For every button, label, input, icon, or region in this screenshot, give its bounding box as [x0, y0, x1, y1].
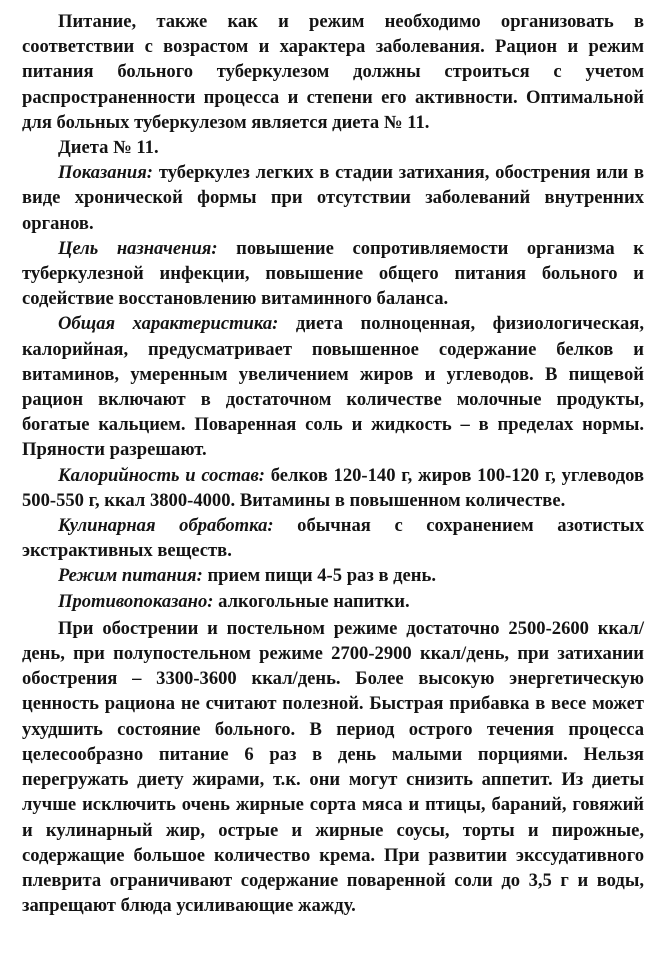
section-text: прием пищи 4-5 раз в день.: [202, 565, 436, 587]
section-general: [22, 311, 644, 462]
section-label: Кулинарная обработка:: [58, 515, 274, 537]
section-label: Общая характеристика:: [58, 313, 279, 335]
section-text: белков 120-140 г, жиров 100-120 г, углеводов 500-550 г, ккал 3800-4000. Витамины в повышенном количестве.: [22, 464, 645, 511]
section-regime: [22, 563, 644, 588]
intro-paragraph: Питание, также как и режим необходимо организовать в соответствии с возрастом и характера заболевания. Рацион и режим питания больного туберкулезом должны строиться с учетом распространенности процесса и степени его активности. Оптимальной для больных туберкулезом является диета № 11.: [22, 11, 644, 133]
section-text: туберкулез легких в стадии затихания, обострения или в виде хронической формы при отсутствии заболеваний внутренних органов.: [22, 162, 644, 234]
section-text: диета полноценная, физиологическая, калорийная, предусматривает повышенное содержание белков и витаминов, умеренным увеличением жиров и углеводов. В пищевой рацион включают в достаточном количестве молочные продукты, богатые кальцием. Поваренная соль и жидкость – в пределах нормы. Пряности разрешают.: [22, 313, 644, 461]
section-label: Режим питания:: [58, 565, 203, 587]
diet-title: Диета № 11.: [58, 137, 159, 159]
section-label: Показания:: [58, 162, 154, 184]
section-indications: [22, 160, 644, 236]
section-purpose: [22, 236, 644, 312]
closing-paragraph: При обострении и постельном режиме достаточно 2500-2600 ккал/день, при полупостельном режиме 2700-2900 ккал/день, при затихании обострения – 3300-3600 ккал/день. Более высокую энергетическую ценность рациона не считают полезной. Быстрая прибавка в весе может ухудшить состояние больного. В период острого течения процесса целесообразно питание 6 раз в день малыми порциями. Нельзя перегружать диету жирами, т.к. они могут снизить аппетит. Из диеты лучше исключить очень жирные сорта мяса и птицы, бараний, говяжий и кулинарный жир, острые и жирные соусы, торты и пирожные, содержащие большое количество крема. При развитии экссудативного плеврита ограничивают содержание поваренной соли до 3,5 г и воды, запрещают блюда усиливающие жажду.: [22, 617, 644, 917]
section-label: Противопоказано:: [58, 590, 214, 612]
section-calories: [22, 463, 644, 513]
section-contraindicated: [22, 589, 644, 614]
section-text: алкогольные напитки.: [213, 590, 410, 612]
section-text: обычная с сохранением азотистых экстрактивных веществ.: [22, 515, 644, 562]
section-text: повышение сопротивляемости организма к туберкулезной инфекции, повышение общего питания больного и содействие восстановлению витаминного баланса.: [22, 237, 644, 310]
section-label: Цель назначения:: [58, 237, 218, 259]
section-label: Калорийность и состав:: [58, 464, 265, 486]
section-cooking: [22, 513, 644, 563]
document-page: [22, 9, 644, 969]
